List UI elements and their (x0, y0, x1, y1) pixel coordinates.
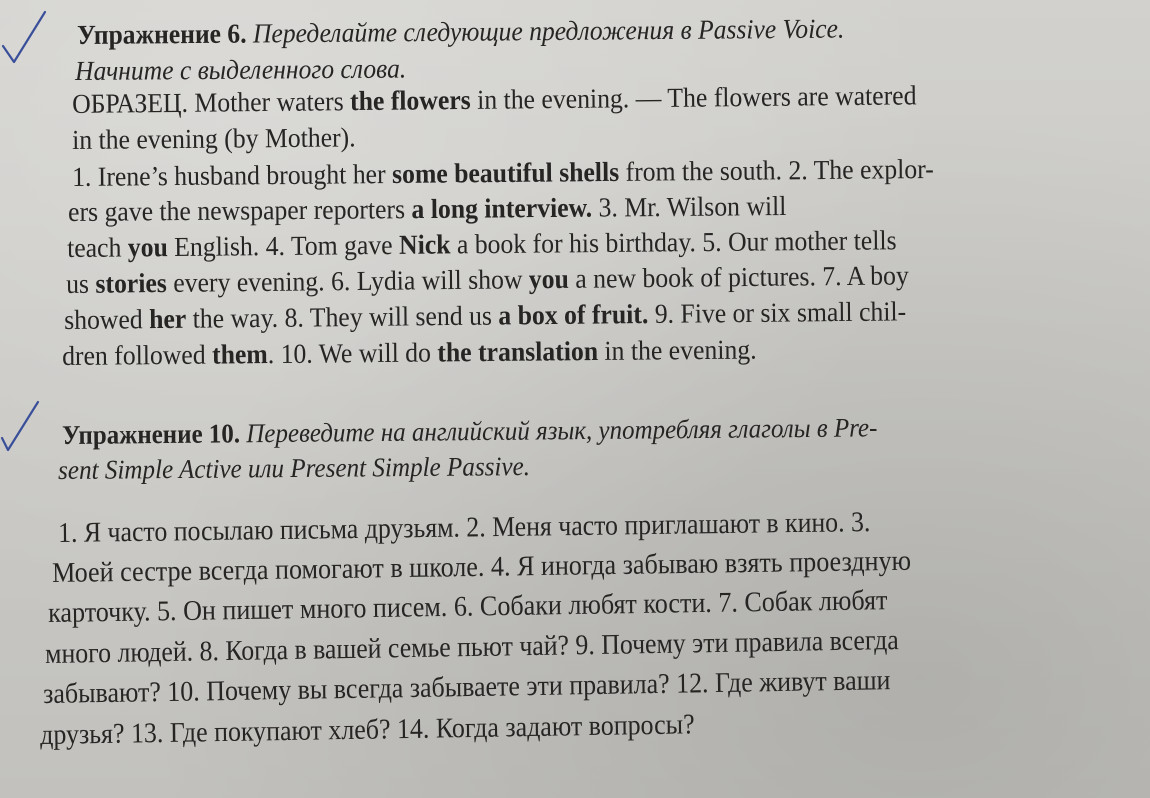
exercise-6-instruction: Переделайте следующие предложения в Passive Voice. (252, 12, 845, 49)
sentence-text: showed (63, 303, 150, 335)
exercise-6-number: Упражнение 6. (76, 17, 247, 50)
exercise-6-header (76, 12, 845, 50)
check-mark-icon (0, 8, 50, 68)
example-label: ОБРАЗЕЦ. (71, 86, 189, 119)
sentence-text: every evening. 6. Lydia will show (166, 263, 529, 298)
sentence-text: 3. Mr. Wilson will (592, 189, 787, 223)
sentence-text: 1. Irene’s husband brought her (71, 158, 393, 192)
sentence-text: dren followed (61, 338, 213, 371)
sentence-text: us (65, 267, 96, 299)
exercise-10-line: много людей. 8. Когда в вашей семье пьют чай? 9. Почему эти правила всегда (44, 625, 899, 670)
highlighted-word: you (127, 231, 168, 263)
highlighted-word: a box of fruit. (498, 298, 649, 331)
exercise-6-instruction-2: Начните с выделенного слова. (74, 52, 407, 86)
highlighted-word: the translation (437, 334, 599, 368)
exercise-10-instruction: Переведите на английский язык, употребляя глаголы в Pre- (246, 412, 878, 449)
exercise-10-line: друзья? 13. Где покупают хлеб? 14. Когда задают вопросы? (39, 709, 695, 751)
exercise-10-number: Упражнение 10. (61, 418, 241, 450)
example-text: Mother waters (187, 85, 351, 118)
exercise-10-line: забывают? 10. Почему вы всегда забываете эти правила? 12. Где живут ваши (42, 665, 891, 710)
highlighted-word: her (148, 302, 187, 335)
sentence-text: teach (66, 231, 128, 263)
sentence-text: . 10. We will do (267, 336, 438, 370)
exercise-10-line: 1. Я часто посылаю письма друзьям. 2. Меня часто приглашают в кино. 3. (57, 507, 871, 549)
check-mark-icon (0, 398, 42, 458)
highlighted-word: them (211, 338, 268, 370)
exercise-10-line: карточку. 5. Он пишет много писем. 6. Собаки любят кости. 7. Собак любят (47, 585, 888, 629)
exercise-6-line (67, 189, 787, 227)
sentence-text: English. 4. Tom gave (167, 228, 400, 263)
sentence-text: a book for his birthday. 5. Our mother tells (450, 224, 897, 260)
exercise-10-header (62, 414, 878, 449)
highlighted-word: you (528, 262, 570, 295)
sentence-text: 9. Five or six small chil- (648, 295, 907, 330)
example-line-1 (72, 81, 917, 117)
highlighted-word: stories (95, 266, 167, 299)
sentence-text: ers gave the newspaper reporters (67, 193, 412, 227)
highlighted-word: some beautiful shells (391, 155, 620, 190)
exercise-6-line (66, 261, 909, 297)
sentence-text: a new book of pictures. 7. A boy (568, 259, 909, 294)
exercise-6-line (61, 333, 757, 371)
sentence-text: the way. 8. They will send us (186, 299, 499, 334)
exercise-10-instruction-2: sent Simple Active или Present Simple Passive. (57, 451, 531, 485)
example-bold: the flowers (349, 83, 471, 117)
exercise-10-line: Моей сестре всегда помогают в школе. 4. Я иногда забываю взять проездную (51, 545, 912, 589)
highlighted-word: a long interview. (411, 191, 593, 225)
example-text: in the evening. — The flowers are watered (470, 79, 917, 115)
highlighted-word: Nick (398, 228, 451, 260)
exercise-6-line (71, 152, 934, 192)
exercise-6-line (64, 297, 906, 333)
sentence-text: from the south. 2. The explor- (619, 152, 934, 187)
exercise-6-line (67, 226, 897, 261)
example-line-2: in the evening (by Mother). (71, 121, 356, 155)
sentence-text: in the evening. (597, 333, 757, 366)
